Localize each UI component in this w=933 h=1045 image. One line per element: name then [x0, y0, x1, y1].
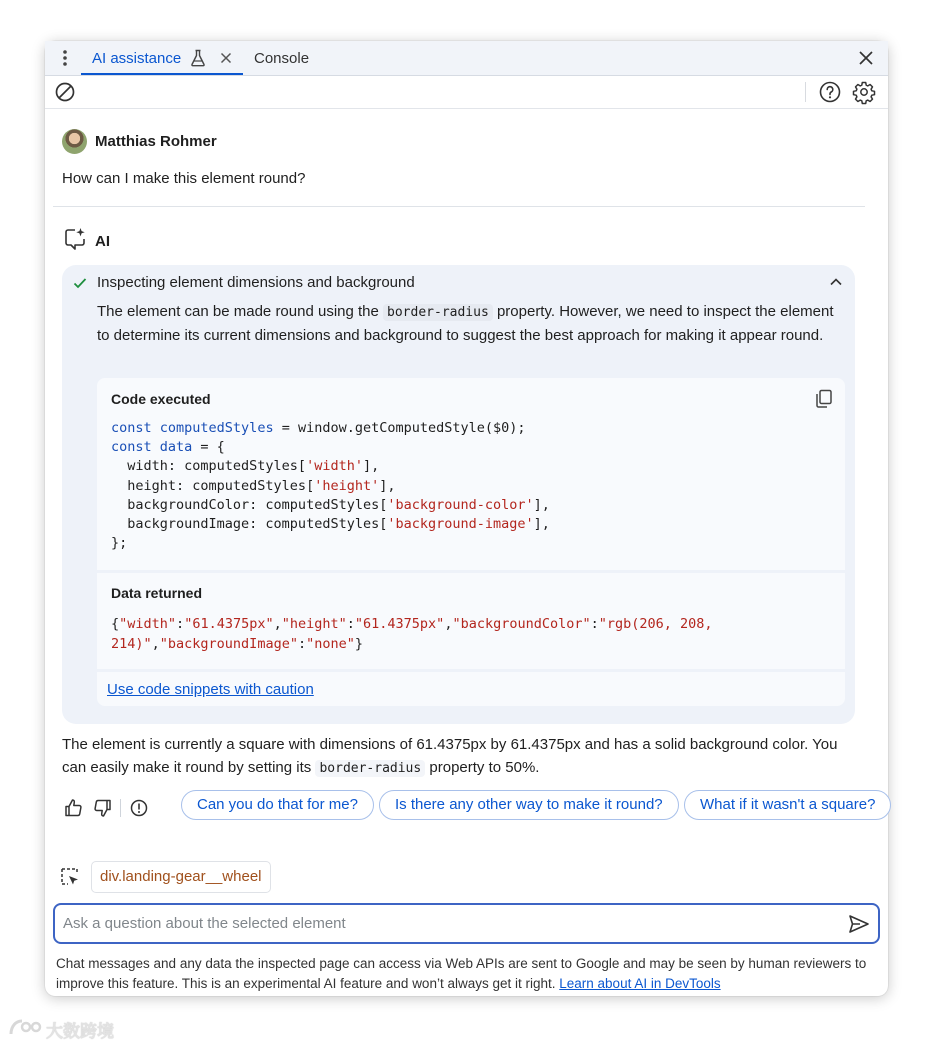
- code-line: backgroundImage: computedStyles['background-image'],: [111, 516, 550, 533]
- data-line: {"width":"61.4375px","height":"61.4375px","backgroundColor":"rgb(206, 208,: [111, 616, 713, 632]
- data-returned-content: [111, 615, 831, 654]
- json-string: "backgroundColor": [452, 616, 591, 632]
- json-string: "61.4375px": [184, 616, 274, 632]
- tab-ai-assistance[interactable]: [81, 41, 243, 75]
- inline-code: border-radius: [315, 760, 425, 777]
- code-executed-title: Code executed: [111, 391, 211, 407]
- send-icon[interactable]: [848, 914, 870, 934]
- json-string: 214)": [111, 635, 152, 652]
- flask-icon: [190, 49, 206, 67]
- thumbs-down-icon[interactable]: [92, 798, 112, 818]
- message-divider: [53, 206, 865, 207]
- prompt-input-box: [53, 903, 880, 944]
- user-question: How can I make this element round?: [62, 170, 306, 187]
- json-rest: ,"backgroundImage":"none"}: [151, 635, 364, 652]
- gear-icon[interactable]: [852, 80, 876, 104]
- data-line: [111, 636, 363, 652]
- data-returned-title: Data returned: [111, 585, 203, 601]
- toolbar: [45, 76, 888, 109]
- json-string: "backgroundImage": [159, 635, 298, 652]
- code-line: };: [111, 535, 128, 552]
- disclaimer-text: Chat messages and any data the inspected page can access via Web APIs are sent to Google and may be seen by human reviewers to improve this feature. This is an experimental AI feature and won’t always get it right.: [56, 956, 867, 991]
- step-text-part: The element can be made round using the: [97, 303, 384, 320]
- ai-label: AI: [95, 233, 110, 250]
- code-line: const computedStyles = window.getComputedStyle($0);: [111, 420, 526, 436]
- watermark-text: 大数跨境: [46, 1022, 114, 1041]
- json-string: "height": [281, 616, 347, 632]
- step-panel: [62, 265, 855, 724]
- json-string: "rgb(206, 208,: [598, 616, 713, 632]
- code-line: const data = {: [111, 439, 225, 456]
- close-icon[interactable]: [857, 49, 875, 67]
- toolbar-separator: [805, 82, 806, 102]
- watermark-logo-icon: [8, 1017, 42, 1037]
- report-icon[interactable]: [129, 798, 149, 818]
- code-content: [111, 419, 550, 553]
- code-line: backgroundColor: computedStyles['background-color'],: [111, 496, 550, 513]
- thumbs-up-icon[interactable]: [64, 798, 84, 818]
- prompt-input[interactable]: [63, 905, 833, 942]
- close-tab-icon[interactable]: [218, 50, 234, 66]
- code-executed-block: [97, 378, 845, 570]
- suggestion-chip[interactable]: Is there any other way to make it round?: [379, 790, 679, 820]
- watermark: [8, 1015, 124, 1039]
- element-picker-icon[interactable]: [60, 867, 80, 887]
- feedback-separator: [120, 799, 121, 817]
- user-name: Matthias Rohmer: [95, 133, 217, 150]
- disclaimer: [56, 954, 871, 994]
- chevron-up-icon[interactable]: [828, 274, 844, 290]
- tab-ai-assistance-label: AI assistance: [92, 50, 182, 67]
- caution-block: [97, 672, 845, 706]
- ai-answer: [62, 733, 862, 780]
- code-line: width: computedStyles['width'],: [111, 458, 380, 475]
- copy-icon[interactable]: [815, 389, 833, 409]
- suggestion-chip[interactable]: What if it wasn't a square?: [684, 790, 891, 820]
- check-icon: [72, 275, 88, 291]
- caution-link[interactable]: Use code snippets with caution: [107, 681, 314, 698]
- answer-text-part: property to 50%.: [425, 759, 540, 776]
- avatar: [62, 129, 87, 154]
- step-explanation: [97, 300, 842, 347]
- help-icon[interactable]: [818, 80, 842, 104]
- active-tab-underline: [81, 73, 243, 75]
- step-text-part: property. However, we need to inspect the element to determine its current dimensions and background to suggest the best approach for making it appear round.: [97, 303, 834, 344]
- learn-more-link[interactable]: Learn about AI in DevTools: [559, 976, 721, 991]
- more-vert-icon[interactable]: [59, 49, 71, 67]
- json-string: "none": [306, 635, 355, 652]
- selected-element-chip[interactable]: div.landing-gear__wheel: [91, 861, 271, 893]
- tab-console[interactable]: Console: [254, 50, 310, 67]
- json-string: "61.4375px": [354, 616, 445, 632]
- code-line: height: computedStyles['height'],: [111, 477, 396, 494]
- tab-bar: [45, 41, 888, 76]
- ai-sparkle-icon: [64, 227, 86, 251]
- step-title: Inspecting element dimensions and background: [97, 274, 415, 291]
- suggestions-row: [181, 790, 876, 820]
- clear-icon[interactable]: [54, 81, 76, 103]
- devtools-window: [45, 41, 888, 996]
- suggestion-chip[interactable]: Can you do that for me?: [181, 790, 374, 820]
- json-string: "width": [119, 616, 177, 632]
- answer-text-part: The element is currently a square with dimensions of 61.4375px by 61.4375px and has a solid background color. You can easily make it round by setting its: [62, 736, 838, 776]
- inline-code: border-radius: [383, 304, 493, 321]
- data-returned-block: [97, 573, 845, 669]
